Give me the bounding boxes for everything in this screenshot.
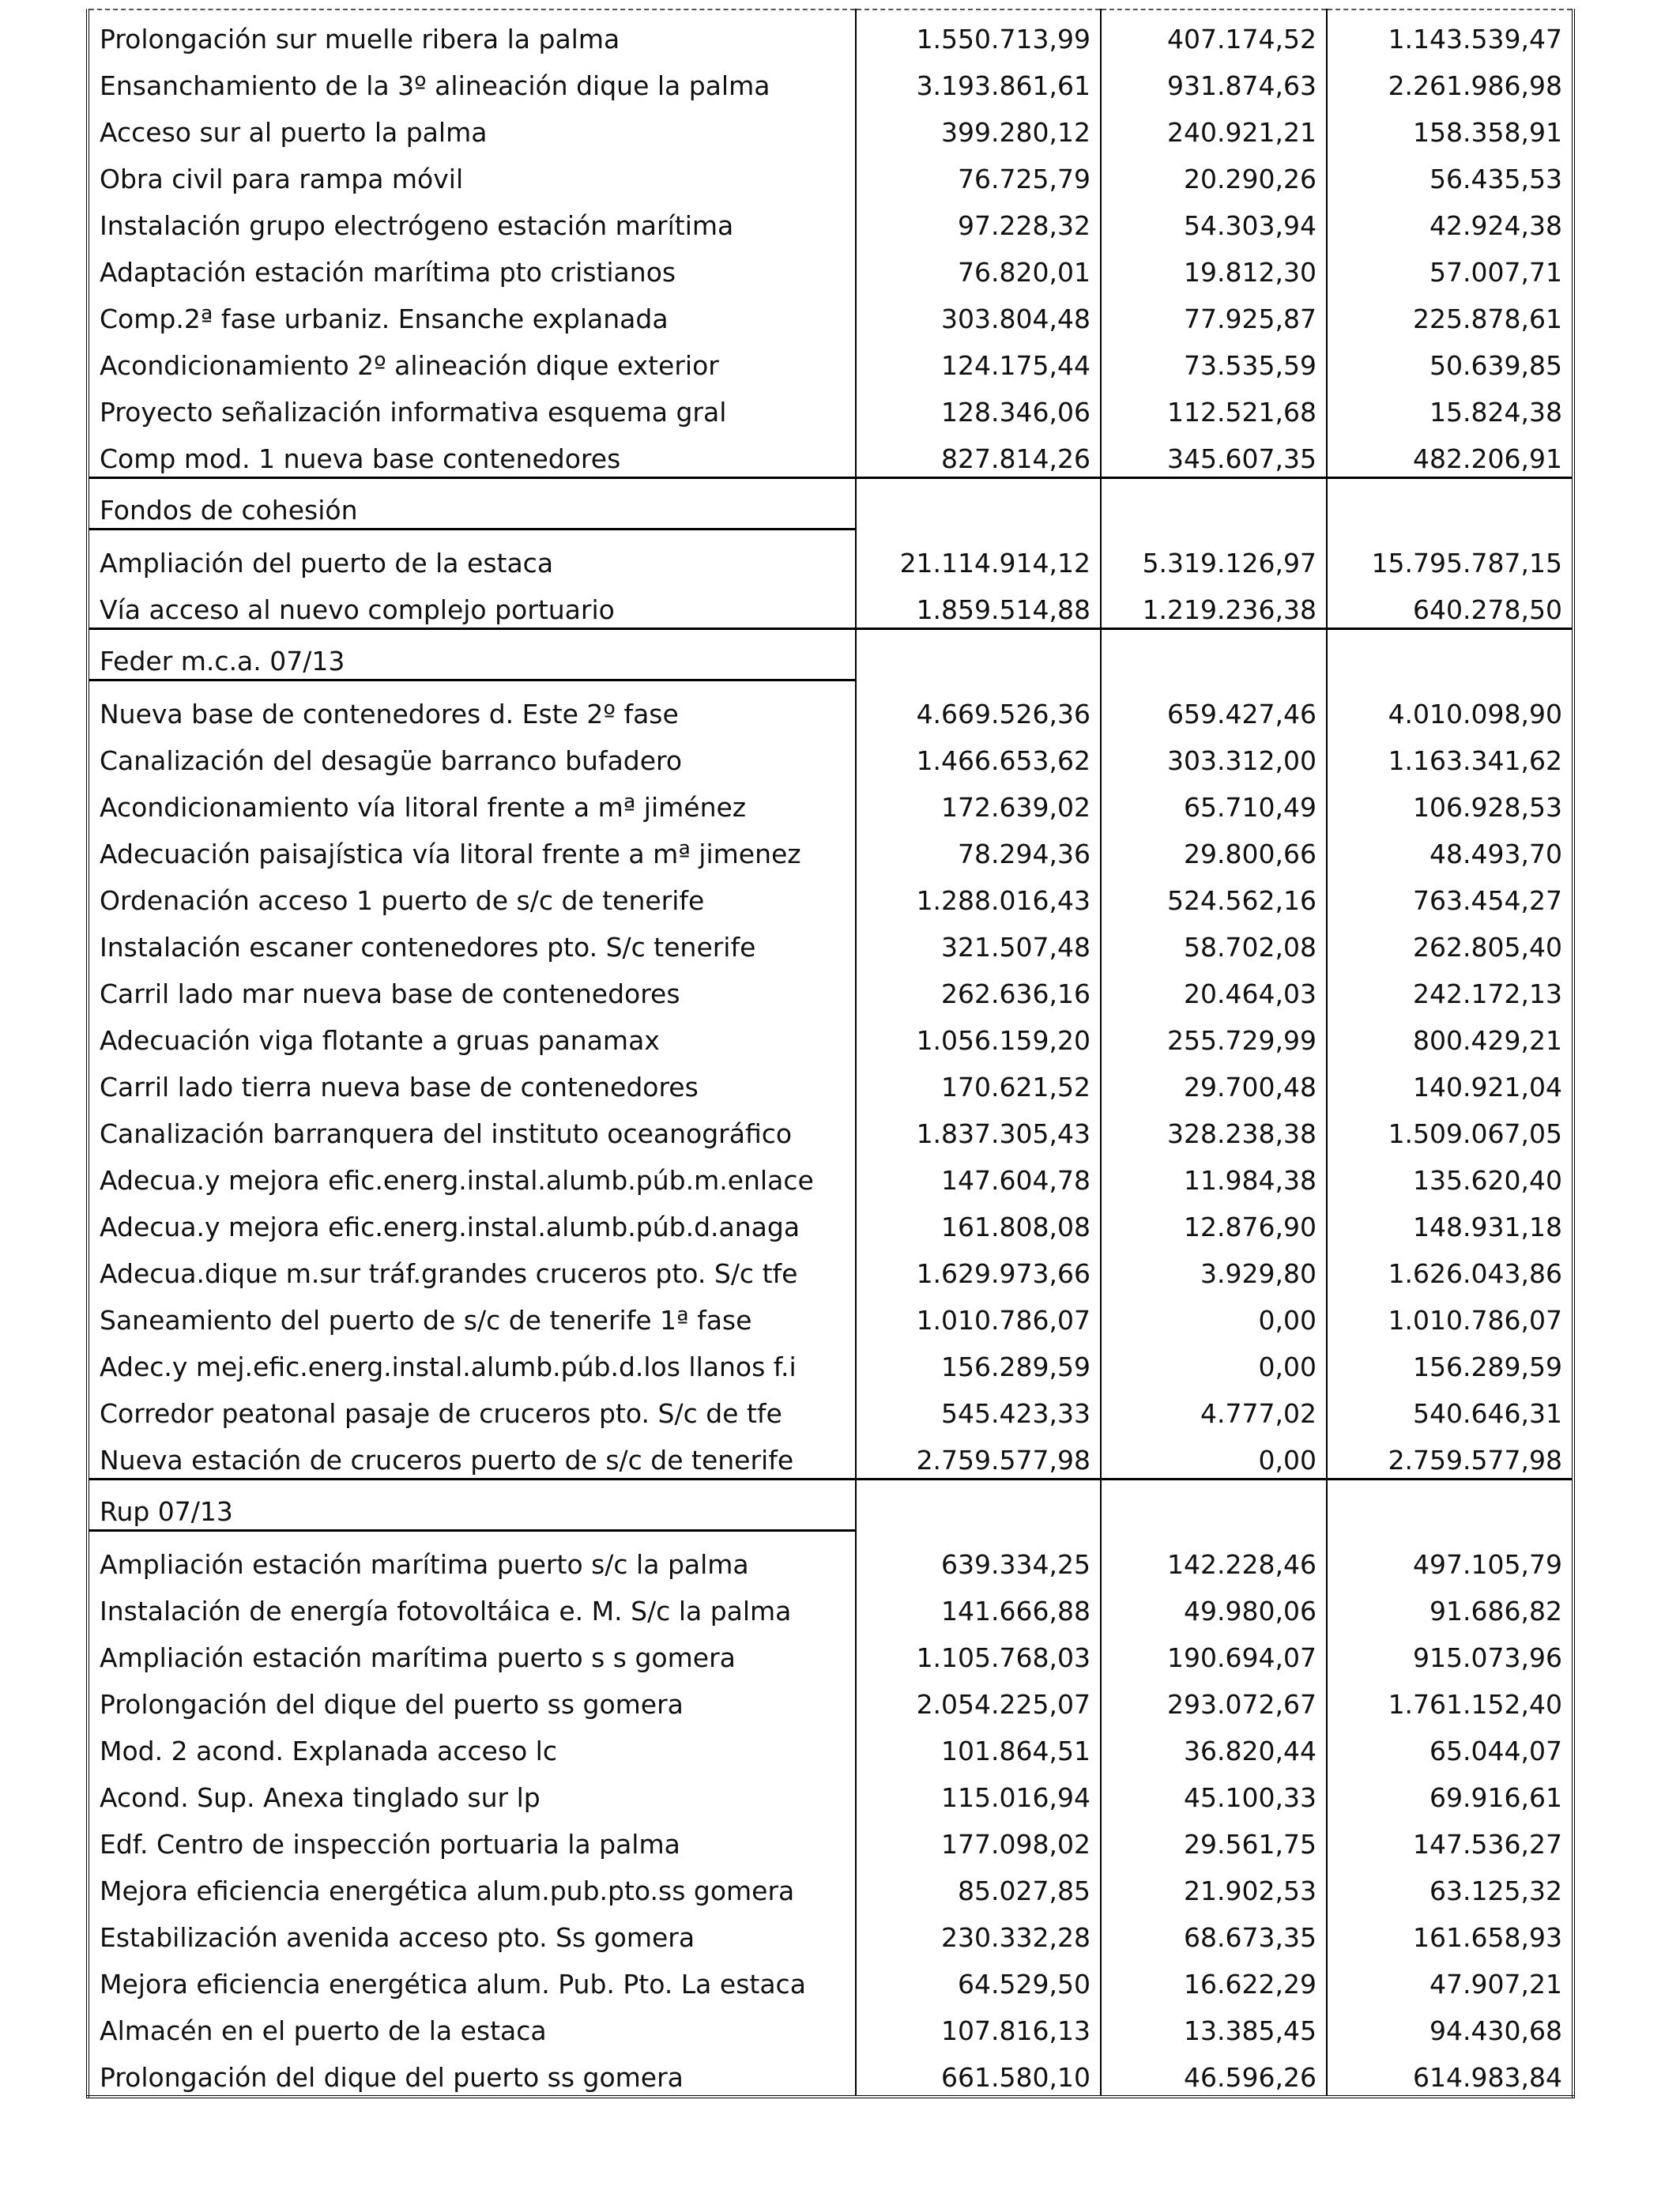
amount-total-cell: 3.193.861,61 [856, 57, 1101, 104]
amount-pending-cell: 140.921,04 [1327, 1058, 1573, 1105]
amount-total-cell: 101.864,51 [856, 1722, 1101, 1769]
table-body [88, 9, 1573, 2097]
amount-total-cell: 2.759.577,98 [856, 1431, 1101, 1480]
table-row [88, 383, 1573, 430]
section-header-empty-cell [1101, 478, 1327, 530]
section-header-row [88, 629, 1573, 680]
project-name-cell: Vía acceso al nuevo complejo portuario [88, 581, 856, 629]
amount-executed-cell: 36.820,44 [1101, 1722, 1327, 1769]
amount-executed-cell: 190.694,07 [1101, 1629, 1327, 1676]
project-name-cell: Prolongación del dique del puerto ss gomera [100, 2062, 684, 2094]
table-row [88, 530, 1573, 582]
project-name-cell: Comp mod. 1 nueva base contenedores [88, 430, 856, 478]
project-name-cell: Ampliación del puerto de la estaca [100, 548, 554, 579]
table-row [88, 1152, 1573, 1198]
amount-pending-cell: 56.435,53 [1327, 150, 1573, 197]
amount-executed-cell: 49.980,06 [1101, 1582, 1327, 1629]
amount-pending-cell: 50.639,85 [1327, 337, 1573, 383]
amount-total-cell: 639.334,25 [856, 1531, 1101, 1583]
amount-total-cell: 1.056.159,20 [856, 1012, 1101, 1058]
section-header-empty-cell [1327, 1480, 1573, 1531]
section-title: Rup 07/13 [88, 1480, 856, 1531]
table-row [88, 1198, 1573, 1245]
amount-total-cell: 141.666,88 [856, 1582, 1101, 1629]
amount-executed-cell: 142.228,46 [1101, 1531, 1327, 1583]
amount-pending-cell: 915.073,96 [1327, 1629, 1573, 1676]
project-name-cell: Instalación de energía fotovoltáica e. M. S/c la palma [100, 1596, 792, 1627]
project-name-cell: Corredor peatonal pasaje de cruceros pto. S/c de tfe [100, 1398, 782, 1430]
amount-pending-cell: 47.907,21 [1327, 1955, 1573, 2002]
amount-pending-cell: 2.261.986,98 [1327, 57, 1573, 104]
amount-pending-cell: 65.044,07 [1327, 1722, 1573, 1769]
table-row [88, 965, 1573, 1012]
amount-pending-cell: 69.916,61 [1327, 1769, 1573, 1815]
table-row [88, 778, 1573, 825]
table-row [88, 825, 1573, 872]
amount-pending-cell: 57.007,71 [1327, 243, 1573, 290]
amount-executed-cell: 11.984,38 [1101, 1152, 1327, 1198]
table-row [88, 337, 1573, 383]
amount-pending-cell: 540.646,31 [1327, 1385, 1573, 1431]
amount-executed-cell: 293.072,67 [1101, 1676, 1327, 1722]
amount-pending-cell: 482.206,91 [1327, 430, 1573, 478]
section-header-empty-cell [1327, 478, 1573, 530]
amount-executed-cell: 20.290,26 [1101, 150, 1327, 197]
project-name-cell: Acondicionamiento 2º alineación dique exterior [100, 350, 719, 382]
amount-pending-cell: 497.105,79 [1327, 1531, 1573, 1583]
table-row [88, 1012, 1573, 1058]
amount-total-cell: 107.816,13 [856, 2002, 1101, 2049]
table-row [88, 2049, 1573, 2097]
amount-pending-cell: 158.358,91 [1327, 104, 1573, 150]
project-name-cell: Adecuación viga flotante a gruas panamax [100, 1025, 660, 1057]
project-name-cell: Nueva estación de cruceros puerto de s/c de tenerife [88, 1431, 856, 1480]
amount-executed-cell: 21.902,53 [1101, 1862, 1327, 1909]
project-name-cell: Prolongación del dique del puerto ss gomera [100, 1689, 684, 1721]
amount-total-cell: 170.621,52 [856, 1058, 1101, 1105]
amount-pending-cell: 147.536,27 [1327, 1815, 1573, 1862]
table-row [88, 1815, 1573, 1862]
table-row [88, 1245, 1573, 1291]
amount-total-cell: 1.550.713,99 [856, 9, 1101, 57]
amount-pending-cell: 242.172,13 [1327, 965, 1573, 1012]
project-name-cell: Proyecto señalización informativa esquema gral [100, 397, 727, 428]
amount-executed-cell: 73.535,59 [1101, 337, 1327, 383]
table-row [88, 1909, 1573, 1955]
amount-pending-cell: 148.931,18 [1327, 1198, 1573, 1245]
amount-total-cell: 172.639,02 [856, 778, 1101, 825]
amount-executed-cell: 45.100,33 [1101, 1769, 1327, 1815]
project-name-cell: Adaptación estación marítima pto cristianos [100, 257, 676, 288]
section-header-row [88, 478, 1573, 530]
amount-pending-cell: 106.928,53 [1327, 778, 1573, 825]
amount-executed-cell: 328.238,38 [1101, 1105, 1327, 1152]
table-row [88, 1431, 1573, 1480]
project-name-cell: Comp.2ª fase urbaniz. Ensanche explanada [100, 303, 669, 335]
amount-total-cell: 115.016,94 [856, 1769, 1101, 1815]
table-row [88, 1676, 1573, 1722]
amount-executed-cell: 12.876,90 [1101, 1198, 1327, 1245]
amount-total-cell: 4.669.526,36 [856, 680, 1101, 733]
amount-executed-cell: 58.702,08 [1101, 918, 1327, 965]
project-name-cell: Carril lado mar nueva base de contenedores [100, 978, 680, 1010]
amount-executed-cell: 16.622,29 [1101, 1955, 1327, 2002]
table-row [88, 732, 1573, 778]
amount-executed-cell: 68.673,35 [1101, 1909, 1327, 1955]
project-name-cell: Adecua.y mejora efic.energ.instal.alumb.púb.d.anaga [100, 1212, 800, 1243]
amount-total-cell: 230.332,28 [856, 1909, 1101, 1955]
amount-total-cell: 399.280,12 [856, 104, 1101, 150]
amount-executed-cell: 29.800,66 [1101, 825, 1327, 872]
project-name-cell: Almacén en el puerto de la estaca [100, 2015, 547, 2047]
project-name-cell: Mod. 2 acond. Explanada acceso lc [100, 1736, 557, 1767]
amount-total-cell: 85.027,85 [856, 1862, 1101, 1909]
amount-executed-cell: 659.427,46 [1101, 680, 1327, 733]
table-row [88, 430, 1573, 478]
amount-total-cell: 827.814,26 [856, 430, 1101, 478]
investment-table [86, 9, 1575, 2098]
project-name-cell: Nueva base de contenedores d. Este 2º fase [100, 699, 679, 730]
amount-executed-cell: 5.319.126,97 [1101, 530, 1327, 582]
amount-total-cell: 545.423,33 [856, 1385, 1101, 1431]
table-row [88, 1769, 1573, 1815]
project-name-cell: Estabilización avenida acceso pto. Ss gomera [100, 1922, 695, 1954]
amount-total-cell: 1.629.973,66 [856, 1245, 1101, 1291]
amount-pending-cell: 135.620,40 [1327, 1152, 1573, 1198]
amount-total-cell: 1.837.305,43 [856, 1105, 1101, 1152]
table-row [88, 1955, 1573, 2002]
amount-total-cell: 177.098,02 [856, 1815, 1101, 1862]
section-header-empty-cell [856, 629, 1101, 680]
project-name-cell: Ordenación acceso 1 puerto de s/c de tenerife [100, 885, 705, 917]
table-row [88, 1629, 1573, 1676]
table-row [88, 57, 1573, 104]
section-header-empty-cell [1101, 1480, 1327, 1531]
project-name-cell: Adecua.dique m.sur tráf.grandes cruceros pto. S/c tfe [100, 1258, 798, 1290]
amount-executed-cell: 407.174,52 [1101, 9, 1327, 57]
amount-executed-cell: 255.729,99 [1101, 1012, 1327, 1058]
amount-executed-cell: 524.562,16 [1101, 872, 1327, 918]
amount-executed-cell: 54.303,94 [1101, 197, 1327, 243]
section-header-empty-cell [1327, 629, 1573, 680]
amount-total-cell: 1.466.653,62 [856, 732, 1101, 778]
amount-pending-cell: 94.430,68 [1327, 2002, 1573, 2049]
amount-pending-cell: 1.010.786,07 [1327, 1291, 1573, 1338]
section-title: Feder m.c.a. 07/13 [88, 629, 856, 680]
amount-executed-cell: 46.596,26 [1101, 2049, 1327, 2097]
amount-pending-cell: 225.878,61 [1327, 290, 1573, 337]
table-row [88, 1862, 1573, 1909]
amount-pending-cell: 262.805,40 [1327, 918, 1573, 965]
project-name-cell: Canalización del desagüe barranco bufadero [100, 745, 683, 777]
project-name-cell: Edf. Centro de inspección portuaria la palma [100, 1829, 680, 1860]
amount-total-cell: 76.820,01 [856, 243, 1101, 290]
amount-pending-cell: 63.125,32 [1327, 1862, 1573, 1909]
amount-executed-cell: 0,00 [1101, 1291, 1327, 1338]
project-name-cell: Adec.y mej.efic.energ.instal.alumb.púb.d.los llanos f.i [100, 1351, 797, 1383]
amount-total-cell: 661.580,10 [856, 2049, 1101, 2097]
project-name-cell: Ampliación estación marítima puerto s/c la palma [100, 1549, 749, 1581]
table-row [88, 104, 1573, 150]
table-row [88, 1338, 1573, 1385]
amount-total-cell: 1.288.016,43 [856, 872, 1101, 918]
amount-total-cell: 1.859.514,88 [856, 581, 1101, 629]
table-row [88, 1582, 1573, 1629]
table-row [88, 243, 1573, 290]
amount-total-cell: 124.175,44 [856, 337, 1101, 383]
amount-executed-cell: 29.700,48 [1101, 1058, 1327, 1105]
section-header-row [88, 1480, 1573, 1531]
amount-pending-cell: 1.509.067,05 [1327, 1105, 1573, 1152]
table-row [88, 1385, 1573, 1431]
amount-executed-cell: 3.929,80 [1101, 1245, 1327, 1291]
table-row [88, 872, 1573, 918]
amount-executed-cell: 4.777,02 [1101, 1385, 1327, 1431]
table-row [88, 1058, 1573, 1105]
project-name-cell: Carril lado tierra nueva base de contenedores [100, 1072, 699, 1103]
amount-pending-cell: 15.795.787,15 [1327, 530, 1573, 582]
amount-total-cell: 76.725,79 [856, 150, 1101, 197]
amount-total-cell: 1.105.768,03 [856, 1629, 1101, 1676]
amount-total-cell: 97.228,32 [856, 197, 1101, 243]
amount-executed-cell: 20.464,03 [1101, 965, 1327, 1012]
table-row [88, 581, 1573, 629]
table-row [88, 1531, 1573, 1583]
project-name-cell: Ensanchamiento de la 3º alineación dique la palma [100, 70, 770, 102]
amount-executed-cell: 240.921,21 [1101, 104, 1327, 150]
amount-pending-cell: 4.010.098,90 [1327, 680, 1573, 733]
amount-total-cell: 64.529,50 [856, 1955, 1101, 2002]
amount-pending-cell: 800.429,21 [1327, 1012, 1573, 1058]
section-header-empty-cell [856, 1480, 1101, 1531]
table-row [88, 680, 1573, 733]
amount-executed-cell: 0,00 [1101, 1431, 1327, 1480]
table-row [88, 918, 1573, 965]
project-name-cell: Adecuación paisajística vía litoral frente a mª jimenez [100, 839, 801, 870]
amount-total-cell: 262.636,16 [856, 965, 1101, 1012]
amount-total-cell: 147.604,78 [856, 1152, 1101, 1198]
project-name-cell: Acondicionamiento vía litoral frente a mª jiménez [100, 792, 747, 824]
amount-executed-cell: 303.312,00 [1101, 732, 1327, 778]
amount-executed-cell: 1.219.236,38 [1101, 581, 1327, 629]
amount-pending-cell: 91.686,82 [1327, 1582, 1573, 1629]
table-row [88, 197, 1573, 243]
amount-total-cell: 321.507,48 [856, 918, 1101, 965]
project-name-cell: Mejora eficiencia energética alum. Pub. Pto. La estaca [100, 1969, 806, 2000]
project-name-cell: Acond. Sup. Anexa tinglado sur lp [100, 1782, 541, 1814]
project-name-cell: Obra civil para rampa móvil [100, 164, 464, 195]
project-name-cell: Adecua.y mejora efic.energ.instal.alumb.púb.m.enlace [100, 1165, 814, 1197]
amount-executed-cell: 112.521,68 [1101, 383, 1327, 430]
amount-pending-cell: 2.759.577,98 [1327, 1431, 1573, 1480]
amount-total-cell: 2.054.225,07 [856, 1676, 1101, 1722]
project-name-cell: Canalización barranquera del instituto oceanográfico [100, 1118, 793, 1150]
amount-total-cell: 21.114.914,12 [856, 530, 1101, 582]
amount-pending-cell: 42.924,38 [1327, 197, 1573, 243]
amount-pending-cell: 640.278,50 [1327, 581, 1573, 629]
table-row [88, 9, 1573, 57]
amount-pending-cell: 1.761.152,40 [1327, 1676, 1573, 1722]
amount-pending-cell: 156.289,59 [1327, 1338, 1573, 1385]
amount-pending-cell: 15.824,38 [1327, 383, 1573, 430]
amount-pending-cell: 1.626.043,86 [1327, 1245, 1573, 1291]
amount-executed-cell: 19.812,30 [1101, 243, 1327, 290]
amount-executed-cell: 29.561,75 [1101, 1815, 1327, 1862]
amount-executed-cell: 13.385,45 [1101, 2002, 1327, 2049]
project-name-cell: Saneamiento del puerto de s/c de tenerife 1ª fase [100, 1305, 752, 1336]
table-row [88, 1105, 1573, 1152]
amount-executed-cell: 931.874,63 [1101, 57, 1327, 104]
amount-total-cell: 1.010.786,07 [856, 1291, 1101, 1338]
amount-total-cell: 161.808,08 [856, 1198, 1101, 1245]
project-name-cell: Acceso sur al puerto la palma [100, 117, 488, 149]
project-name-cell: Prolongación sur muelle ribera la palma [100, 24, 620, 55]
amount-executed-cell: 345.607,35 [1101, 430, 1327, 478]
amount-pending-cell: 48.493,70 [1327, 825, 1573, 872]
section-title: Fondos de cohesión [88, 478, 856, 530]
project-name-cell: Instalación grupo electrógeno estación marítima [100, 210, 734, 242]
project-name-cell: Mejora eficiencia energética alum.pub.pto.ss gomera [100, 1875, 795, 1907]
amount-total-cell: 78.294,36 [856, 825, 1101, 872]
section-header-empty-cell [856, 478, 1101, 530]
amount-total-cell: 156.289,59 [856, 1338, 1101, 1385]
table-row [88, 1722, 1573, 1769]
section-header-empty-cell [1101, 629, 1327, 680]
amount-total-cell: 303.804,48 [856, 290, 1101, 337]
project-name-cell: Instalación escaner contenedores pto. S/c tenerife [100, 932, 756, 963]
project-name-cell: Ampliación estación marítima puerto s s gomera [100, 1642, 736, 1674]
amount-pending-cell: 763.454,27 [1327, 872, 1573, 918]
amount-pending-cell: 614.983,84 [1327, 2049, 1573, 2097]
amount-pending-cell: 1.143.539,47 [1327, 9, 1573, 57]
table-row [88, 150, 1573, 197]
amount-executed-cell: 77.925,87 [1101, 290, 1327, 337]
amount-pending-cell: 161.658,93 [1327, 1909, 1573, 1955]
amount-pending-cell: 1.163.341,62 [1327, 732, 1573, 778]
table-row [88, 2002, 1573, 2049]
table-row [88, 290, 1573, 337]
amount-total-cell: 128.346,06 [856, 383, 1101, 430]
amount-executed-cell: 0,00 [1101, 1338, 1327, 1385]
amount-executed-cell: 65.710,49 [1101, 778, 1327, 825]
table-row [88, 1291, 1573, 1338]
